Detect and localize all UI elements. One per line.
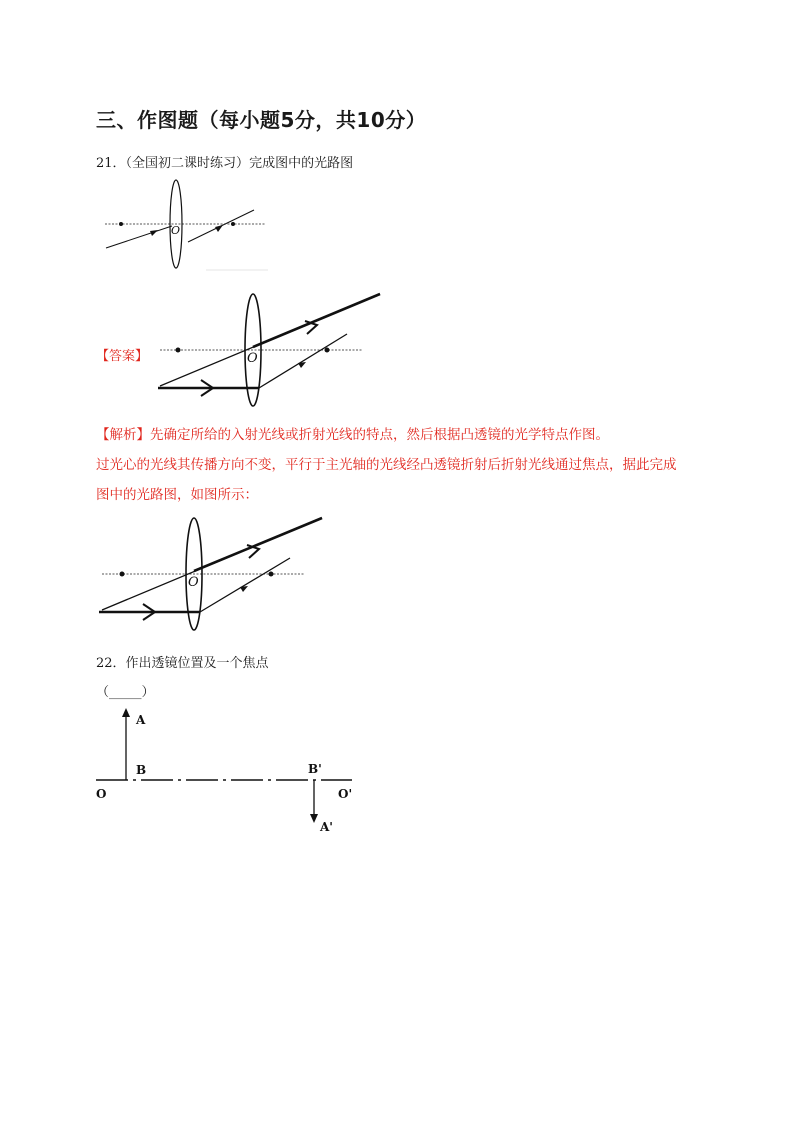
lens-center-label: O [188, 575, 199, 590]
answer-diagram [155, 290, 385, 410]
focal-point-left [120, 572, 125, 577]
label-o-prime: O' [338, 787, 353, 801]
label-a: A [136, 713, 146, 727]
focal-point-left [176, 348, 181, 353]
question-22-diagram [94, 700, 364, 840]
refracted-ray [259, 334, 347, 388]
arrow-head [150, 230, 158, 236]
lens-center-label: O [171, 224, 181, 237]
focal-point-right [231, 222, 235, 226]
analysis-line-1: 【解析】先确定所给的入射光线或折射光线的特点，然后根据凸透镜的光学特点作图。 [96, 427, 609, 443]
focal-point-left [119, 222, 123, 226]
analysis-label: 【解析】 [96, 427, 150, 443]
ray-through-center-bold [253, 294, 380, 347]
question-21 [96, 152, 353, 171]
refracted-ray [200, 558, 290, 612]
analysis-line-2: 过光心的光线其传播方向不变，平行于主光轴的光线经凸透镜折射后折射光线通过焦点，据此完成 [96, 457, 677, 473]
arrow-head [215, 225, 223, 232]
analysis-diagram [97, 514, 327, 634]
ray-through-center-bold [194, 518, 322, 571]
label-a-prime: A' [320, 820, 333, 834]
arrow-head [305, 321, 317, 334]
question-number: 22． [96, 656, 126, 671]
analysis [96, 420, 677, 510]
label-b-prime: B' [308, 762, 322, 776]
label-b: B [136, 763, 147, 777]
arrow-head [298, 362, 306, 368]
analysis-line-3: 图中的光路图，如图所示： [96, 487, 258, 503]
incident-ray-left [106, 226, 172, 248]
focal-point-right [269, 572, 274, 577]
label-o: O [96, 787, 107, 801]
lens-center-label: O [247, 351, 258, 366]
question-22 [96, 652, 269, 671]
answer-label: 【答案】 [96, 349, 149, 364]
question-source: （全国初二课时练习） [125, 156, 250, 171]
arrow-head [240, 586, 248, 592]
answer-blank: （_____） [96, 685, 155, 700]
question-number: 21． [96, 156, 126, 171]
focal-point-right [325, 348, 330, 353]
question-text: 作出透镜位置及一个焦点 [125, 656, 269, 671]
arrow-head [310, 814, 318, 823]
question-21-diagram [100, 178, 270, 273]
section-title: 三、作图题（每小题5分，共10分） [96, 108, 427, 132]
arrow-head [122, 708, 130, 717]
question-text: 完成图中的光路图 [249, 156, 354, 171]
